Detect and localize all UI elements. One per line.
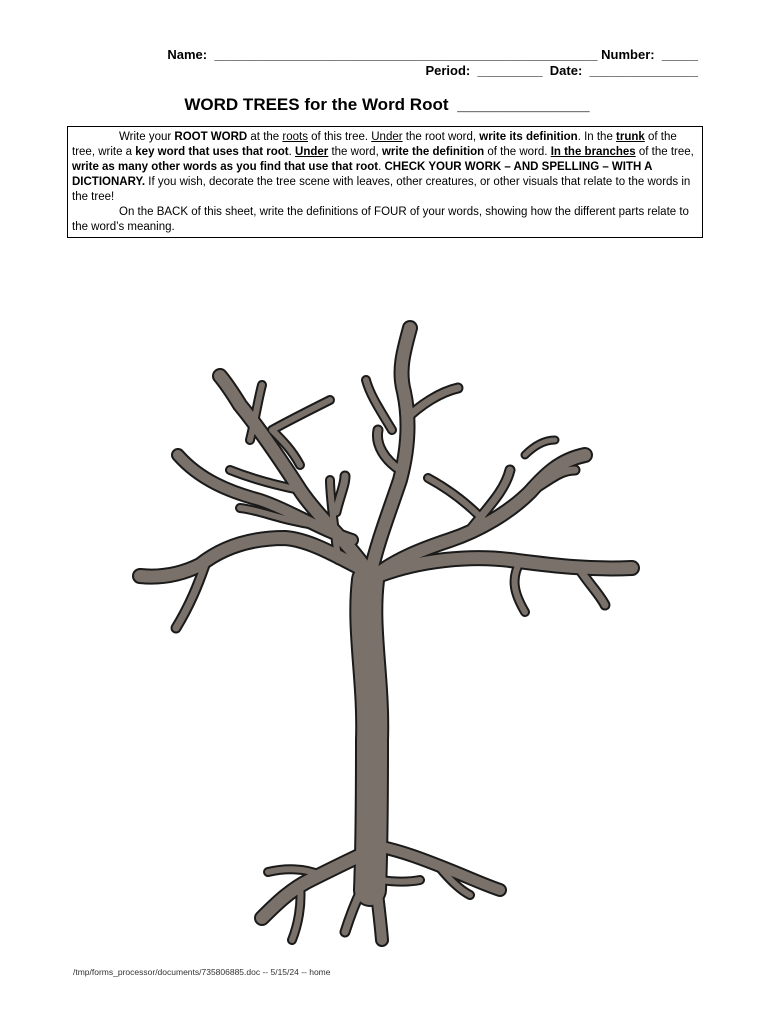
name-label: Name: xyxy=(167,47,208,62)
instruction-segment: of the word. xyxy=(484,146,551,158)
instruction-segment: Under xyxy=(295,146,329,158)
instruction-segment: In the branches xyxy=(550,146,636,158)
instruction-segment: the word, xyxy=(328,146,382,158)
instruction-segment: write as many other words as you find that use that root xyxy=(72,161,379,173)
instruction-segment: . xyxy=(288,146,296,158)
root-center-2 xyxy=(380,880,420,882)
instructions-paragraph-1 xyxy=(72,130,698,205)
instruction-segment: CHECK YOUR WORK – AND SPELLING – WITH A DICTIONARY. xyxy=(72,161,652,188)
number-label: Number: xyxy=(601,47,655,62)
twig-center-3 xyxy=(366,380,392,430)
instructions-box xyxy=(67,126,703,238)
name-number-line xyxy=(167,47,698,62)
tree-fill xyxy=(140,328,632,940)
instruction-segment: of the tree, xyxy=(635,146,694,158)
instruction-segment: of the tree, write a xyxy=(72,131,677,158)
instruction-segment: Write your xyxy=(119,131,175,143)
number-field[interactable]: _____ xyxy=(661,47,698,62)
instructions-paragraph-2: On the BACK of this sheet, write the definitions of FOUR of your words, showing how the different parts relate to the word’s meaning. xyxy=(72,206,689,233)
instruction-segment: the root word, xyxy=(402,131,480,143)
period-date-line xyxy=(425,63,698,78)
title-text: WORD TREES for the Word Root xyxy=(184,95,449,114)
instruction-segment: write its definition xyxy=(479,131,578,143)
instruction-segment: roots xyxy=(282,131,308,143)
tree-illustration-icon xyxy=(0,300,770,960)
instruction-segment: at the xyxy=(247,131,283,143)
date-field[interactable]: _______________ xyxy=(589,63,698,78)
period-field[interactable]: _________ xyxy=(477,63,543,78)
period-label: Period: xyxy=(425,63,471,78)
date-label: Date: xyxy=(549,63,583,78)
instruction-segment: . In the xyxy=(577,131,617,143)
instruction-segment: ROOT WORD xyxy=(174,131,248,143)
instruction-segment: key word that uses that root xyxy=(135,146,289,158)
instruction-segment: Under xyxy=(371,131,403,143)
branch-left-low xyxy=(178,455,352,540)
instruction-segment: trunk xyxy=(616,131,645,143)
name-field[interactable]: _____________________________________________________ xyxy=(214,47,598,62)
instruction-segment: of this tree. xyxy=(307,131,372,143)
instruction-segment: . xyxy=(378,161,385,173)
footer-file-path: /tmp/forms_processor/documents/735806885.doc -- 5/15/24 -- home xyxy=(73,967,331,977)
instruction-segment: write the definition xyxy=(381,146,485,158)
word-root-field[interactable]: ______________ xyxy=(457,95,590,114)
twig-center-1 xyxy=(377,430,400,470)
page-title xyxy=(0,95,770,115)
instruction-segment: If you wish, decorate the tree scene with leaves, other creatures, or other visuals that relate to the words in the tree! xyxy=(72,176,691,203)
